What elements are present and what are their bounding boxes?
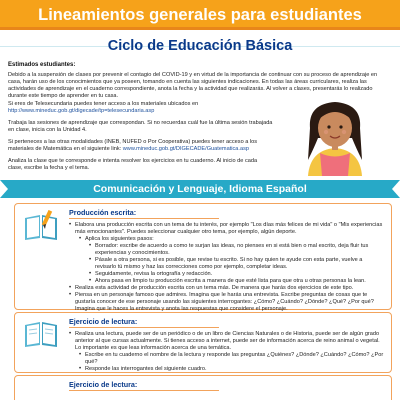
list-item: • Escribe en tu cuaderno el nombre de la lectura y responde las preguntas ¿Quiénes? ¿Dónde? ¿Cuándo? ¿Cómo? ¿Por qué? bbox=[69, 352, 385, 366]
lectura-body bbox=[69, 331, 385, 373]
intro-paragraph: Debido a la suspensión de clases por prevenir el contagio del COVID-19 y en virtud de la importancia de continuar con su proceso de aprendizaje en casa, harán uso de los conocimientos que ya poseen, tomando en cuenta las siguientes indicaciones. En todas las áreas curriculares, realiza las actividades de aprendizaje en el cuaderno correspondiente, anota la fecha y la actividad que realizarás. Al volver a clases, presentarás lo realizado durante este tiempo de aprender en tu casa. bbox=[8, 72, 378, 99]
page-title: Lineamientos generales para estudiantes bbox=[38, 6, 362, 24]
subject-title: Comunicación y Lenguaje, Idioma Español bbox=[93, 183, 307, 195]
list-item: • Aplica los siguientes pasos: bbox=[69, 236, 385, 243]
subject-ribbon bbox=[0, 180, 400, 198]
book-pencil-icon bbox=[23, 210, 59, 240]
section-ejercicio-lectura bbox=[14, 312, 392, 373]
teleseg-p2: Trabaja las sesiones de aprendizaje que correspondan. Si no recuerdas cuál fue la última sesión trabajada en clase, inicia con la Unidad 4. bbox=[8, 120, 273, 133]
produccion-header bbox=[69, 208, 219, 219]
guatematica-link[interactable]: www.mineduc.gob.gt/DIGECADE/Guatematica.asp bbox=[122, 146, 249, 152]
produccion-body bbox=[69, 222, 385, 313]
list-item: • Ahora pasa en limpio tu producción escrita a manera de que esté lista para que otra u otras personas la lean. bbox=[69, 278, 385, 285]
list-item: • Realiza una lectura, puede ser de un periódico o de un libro de Ciencias Naturales o de Historia, puede ser de algún grado anterior al que cursas actualmente. Si tienes acceso a internet, puede ser de información acerca de reino animal o vegetal. Lo importante es que leas información acerca de una temática. bbox=[69, 331, 385, 352]
list-item: • Seguidamente, revisa la ortografía y redacción. bbox=[69, 271, 385, 278]
list-item: • Responde las interrogantes del siguiente cuadro. bbox=[69, 366, 385, 373]
girl-illustration bbox=[290, 98, 380, 176]
teleseg-p3 bbox=[8, 139, 273, 153]
section-ejercicio-lectura-2 bbox=[14, 375, 392, 400]
lectura2-title: Ejercicio de lectura: bbox=[69, 380, 138, 389]
list-item: • Realiza esta actividad de producción escrita con un tema más. De manera que harás dos ejercicios de este tipo. bbox=[69, 285, 385, 292]
greeting: Estimados estudiantes: bbox=[8, 62, 76, 68]
list-item: • Pásale a otra persona, si es posible, que revise tu escrito. Si no hay quien te ayude con esta parte, vuelve a revisarlo tú mismo y haz las correcciones como por ejemplo, completar ideas. bbox=[69, 257, 385, 271]
produccion-title: Producción escrita: bbox=[69, 208, 137, 217]
teleseg-p4: Analiza la clase que te corresponde e intenta resolver los ejercicios en tu cuaderno. Al inicio de cada clase, escribe la fecha y el tema. bbox=[8, 158, 258, 171]
list-item: • Piensa en un personaje famoso que admires. Imagina que le harás una entrevista. Escribe preguntas de cosas que te gustaría conocer de ese personaje usando las siguientes interrogantes: ¿Cómo? ¿Cuándo? ¿Dónde? ¿Qué? ¿Por qué? Imagina que le haces la entrevista y anota las respuestas que considere el personaje. bbox=[69, 292, 385, 313]
teleseg-link[interactable]: http://www.mineduc.gob.gt/digecade/tp=telesecundaria.asp bbox=[8, 108, 155, 114]
list-item: • Elabora una producción escrita con un tema de tu interés, por ejemplo "Los días más felices de mi vida" o "Mis experiencias más emocionantes". Puedes seleccionar cualquier otro tema, por ejemplo, algún deporte. bbox=[69, 222, 385, 236]
teleseg-p3-text: Si perteneces a las otras modalidades (INEB, NUFED o Por Cooperativa) puedes tener acceso a los materiales de Matemática en el siguiente link: bbox=[8, 139, 258, 152]
header-banner bbox=[0, 0, 400, 30]
lectura-list bbox=[69, 331, 385, 373]
produccion-list bbox=[69, 222, 385, 313]
subtitle-bar bbox=[0, 34, 400, 60]
ribbon-notch-right bbox=[392, 180, 400, 198]
lectura-title: Ejercicio de lectura: bbox=[69, 317, 138, 326]
lectura2-header bbox=[69, 380, 219, 391]
lectura-header bbox=[69, 317, 219, 328]
teleseg-p1-text: Si eres de Telesecundaria puedes tener acceso a los materiales ubicados en bbox=[8, 101, 199, 107]
section-produccion-escrita bbox=[14, 203, 392, 310]
teleseg-p1 bbox=[8, 101, 273, 115]
banner-stripe bbox=[0, 27, 400, 30]
list-item: • Borrador: escribe de acuerdo a como te surjan las ideas, no pienses en si está bien o mal escrito, deja fluir tus experiencias y conocimientos. bbox=[69, 243, 385, 257]
telesecundaria-block bbox=[8, 101, 273, 177]
open-book-icon bbox=[23, 319, 59, 347]
page-subtitle: Ciclo de Educación Básica bbox=[107, 38, 293, 54]
